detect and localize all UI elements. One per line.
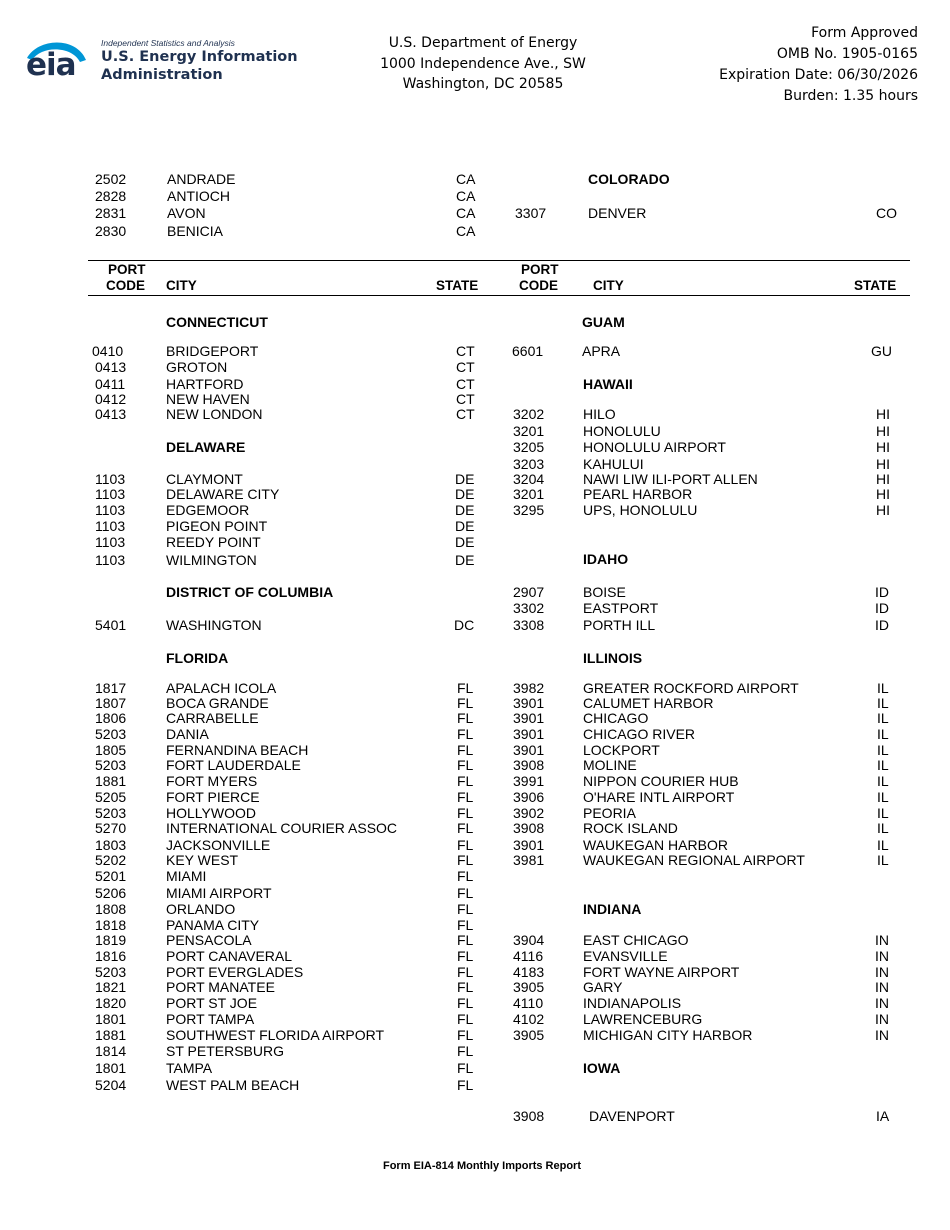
state: CT: [456, 406, 475, 422]
port-code: 5203: [95, 805, 127, 821]
city: PEORIA: [583, 805, 636, 821]
state: CA: [456, 171, 476, 187]
state: HI: [876, 502, 890, 518]
city: ROCK ISLAND: [583, 820, 678, 836]
city: BOISE: [583, 584, 626, 600]
state: DE: [455, 518, 475, 534]
state-heading-district-of-columbia: DISTRICT OF COLUMBIA: [166, 584, 334, 600]
port-code: 1801: [95, 1060, 127, 1076]
port-code: 6601: [512, 343, 544, 359]
city: WASHINGTON: [166, 617, 262, 633]
state: FL: [457, 726, 474, 742]
city: HARTFORD: [166, 376, 244, 392]
state: FL: [457, 1043, 474, 1059]
port-code: 1103: [95, 471, 126, 487]
state: FL: [457, 695, 474, 711]
state: IL: [877, 757, 889, 773]
port-code: 3203: [513, 456, 545, 472]
state: FL: [457, 789, 474, 805]
header-city: CITY: [593, 278, 624, 293]
city: ANTIOCH: [167, 188, 230, 204]
city: NEW HAVEN: [166, 391, 250, 407]
port-code: 3991: [513, 773, 545, 789]
city: FORT LAUDERDALE: [166, 757, 301, 773]
port-code: 3904: [513, 932, 545, 948]
header-top-rule: [88, 260, 910, 261]
port-code: 3302: [513, 600, 545, 616]
port-code: 5202: [95, 852, 127, 868]
state: IL: [877, 726, 889, 742]
state: FL: [457, 885, 474, 901]
port-code: 1817: [95, 680, 127, 696]
state: IL: [877, 710, 889, 726]
state: IN: [875, 1011, 889, 1027]
port-code: 1881: [95, 773, 127, 789]
city: FORT MYERS: [166, 773, 258, 789]
city: ST PETERSBURG: [166, 1043, 284, 1059]
port-code: 3308: [513, 617, 545, 633]
city: WAUKEGAN REGIONAL AIRPORT: [583, 852, 805, 868]
state: CT: [456, 391, 475, 407]
port-code: 2830: [95, 223, 127, 239]
state: FL: [457, 932, 474, 948]
port-code: 5203: [95, 964, 127, 980]
city: HONOLULU AIRPORT: [583, 439, 726, 455]
expiration-date: Expiration Date: 06/30/2026: [719, 67, 918, 83]
city: INTERNATIONAL COURIER ASSOC: [166, 820, 398, 836]
header-port: PORT: [108, 262, 146, 277]
city: MICHIGAN CITY HARBOR: [583, 1027, 753, 1043]
port-code: 1803: [95, 837, 127, 853]
state: FL: [457, 820, 474, 836]
eia-tagline: Independent Statistics and Analysis: [101, 38, 235, 48]
city: PORT ST JOE: [166, 995, 258, 1011]
port-code: 3204: [513, 471, 545, 487]
city: MIAMI AIRPORT: [166, 885, 272, 901]
city: PORT EVERGLADES: [166, 964, 304, 980]
header-port: PORT: [521, 262, 559, 277]
city: LOCKPORT: [583, 742, 660, 758]
state: HI: [876, 423, 890, 439]
state: CA: [456, 188, 476, 204]
city: DAVENPORT: [589, 1108, 675, 1124]
state: IN: [875, 964, 889, 980]
port-code: 0412: [95, 391, 127, 407]
state: CT: [456, 359, 475, 375]
city: WEST PALM BEACH: [166, 1077, 300, 1093]
city: GARY: [583, 979, 623, 995]
port-code: 3901: [513, 710, 545, 726]
state: FL: [457, 1060, 474, 1076]
state: IN: [875, 948, 889, 964]
city: PANAMA CITY: [166, 917, 260, 933]
city: APRA: [582, 343, 621, 359]
port-code: 3908: [513, 1108, 545, 1124]
city: AVON: [167, 205, 206, 221]
city: PORT CANAVERAL: [166, 948, 293, 964]
port-code: 1819: [95, 932, 127, 948]
state: DC: [454, 617, 475, 633]
state: IL: [877, 820, 889, 836]
city: HILO: [583, 406, 616, 422]
city: LAWRENCEBURG: [583, 1011, 703, 1027]
header-bottom-rule: [88, 295, 910, 296]
city: ANDRADE: [167, 171, 236, 187]
port-code: 2907: [513, 584, 545, 600]
port-code: 3901: [513, 742, 545, 758]
state: HI: [876, 471, 890, 487]
state: CT: [456, 376, 475, 392]
state-heading-indiana: INDIANA: [583, 901, 642, 917]
state-heading-iowa: IOWA: [583, 1060, 621, 1076]
state: ID: [875, 600, 889, 616]
port-code: 1818: [95, 917, 127, 933]
city: DELAWARE CITY: [166, 486, 280, 502]
port-code: 1805: [95, 742, 127, 758]
dept-line1: U.S. Department of Energy: [388, 35, 578, 51]
state: DE: [455, 534, 475, 550]
state: FL: [457, 742, 474, 758]
city: PORTH ILL: [583, 617, 656, 633]
state: IL: [877, 680, 889, 696]
port-code: 3908: [513, 757, 545, 773]
city: SOUTHWEST FLORIDA AIRPORT: [166, 1027, 385, 1043]
state: IL: [877, 695, 889, 711]
city: NAWI LIW ILI-PORT ALLEN: [583, 471, 758, 487]
port-code: 3202: [513, 406, 545, 422]
state-heading-florida: FLORIDA: [166, 650, 229, 666]
city: JACKSONVILLE: [166, 837, 271, 853]
port-code: 3905: [513, 979, 545, 995]
state-heading-guam: GUAM: [582, 314, 625, 330]
port-code: 3981: [513, 852, 545, 868]
port-code: 5204: [95, 1077, 127, 1093]
port-code: 1807: [95, 695, 127, 711]
port-code: 5206: [95, 885, 127, 901]
port-code: 2502: [95, 171, 127, 187]
port-code: 1801: [95, 1011, 127, 1027]
state: FL: [457, 995, 474, 1011]
port-code: 3982: [513, 680, 545, 696]
city: BENICIA: [167, 223, 224, 239]
state: IL: [877, 852, 889, 868]
port-code: 0413: [95, 406, 127, 422]
state: IL: [877, 805, 889, 821]
port-code: 3201: [513, 423, 545, 439]
port-code: 1808: [95, 901, 127, 917]
state: FL: [457, 979, 474, 995]
form-approved: Form Approved: [811, 25, 918, 41]
city: GROTON: [166, 359, 228, 375]
header-code: CODE: [519, 278, 559, 293]
port-code: 5270: [95, 820, 127, 836]
city: UPS, HONOLULU: [583, 502, 698, 518]
state-heading-delaware: DELAWARE: [166, 439, 246, 455]
port-code: 3295: [513, 502, 545, 518]
state: ID: [875, 617, 889, 633]
state: FL: [457, 868, 474, 884]
state: IL: [877, 742, 889, 758]
header-city: CITY: [166, 278, 197, 293]
city: WAUKEGAN HARBOR: [583, 837, 728, 853]
state: DE: [455, 486, 475, 502]
city: CLAYMONT: [166, 471, 243, 487]
city: ORLANDO: [166, 901, 236, 917]
city: HONOLULU: [583, 423, 661, 439]
port-code: 3901: [513, 726, 545, 742]
state-heading-colorado: COLORADO: [588, 171, 670, 187]
port-code: 3307: [515, 205, 547, 221]
port-code: 1821: [95, 979, 127, 995]
header-state: STATE: [436, 278, 479, 293]
city: INDIANAPOLIS: [583, 995, 682, 1011]
state: FL: [457, 901, 474, 917]
port-code: 5205: [95, 789, 127, 805]
state: FL: [457, 757, 474, 773]
city: MOLINE: [583, 757, 637, 773]
state: CA: [456, 205, 476, 221]
state: HI: [876, 486, 890, 502]
port-code: 5203: [95, 726, 127, 742]
city: DANIA: [166, 726, 209, 742]
eia-name-line2: Administration: [101, 67, 223, 83]
city: CARRABELLE: [166, 710, 259, 726]
city: HOLLYWOOD: [166, 805, 256, 821]
eia-logo-mark: eia: [26, 47, 76, 83]
dept-line2: 1000 Independence Ave., SW: [380, 56, 586, 72]
port-code: 0413: [95, 359, 127, 375]
city: APALACH ICOLA: [166, 680, 277, 696]
city: TAMPA: [166, 1060, 213, 1076]
state: FL: [457, 710, 474, 726]
port-code: 1103: [95, 552, 126, 568]
state: DE: [455, 552, 475, 568]
port-code: 1816: [95, 948, 127, 964]
state-heading-idaho: IDAHO: [583, 551, 629, 567]
city: EAST CHICAGO: [583, 932, 689, 948]
state: IA: [876, 1108, 890, 1124]
state: FL: [457, 948, 474, 964]
city: EASTPORT: [583, 600, 659, 616]
city: WILMINGTON: [166, 552, 257, 568]
state: IN: [875, 995, 889, 1011]
port-code: 3901: [513, 837, 545, 853]
state: HI: [876, 406, 890, 422]
port-code: 3908: [513, 820, 545, 836]
city: CHICAGO RIVER: [583, 726, 696, 742]
port-code: 0411: [95, 376, 126, 392]
port-code: 1814: [95, 1043, 127, 1059]
port-code: 1103: [95, 486, 126, 502]
state: HI: [876, 456, 890, 472]
city: EVANSVILLE: [583, 948, 668, 964]
state-heading-connecticut: CONNECTICUT: [166, 314, 268, 330]
state: FL: [457, 917, 474, 933]
port-code: 3901: [513, 695, 545, 711]
state: FL: [457, 680, 474, 696]
city: O'HARE INTL AIRPORT: [583, 789, 735, 805]
state: DE: [455, 502, 475, 518]
state: IL: [877, 789, 889, 805]
dept-line3: Washington, DC 20585: [402, 76, 564, 92]
header-code: CODE: [106, 278, 146, 293]
city: CALUMET HARBOR: [583, 695, 714, 711]
city: PIGEON POINT: [166, 518, 268, 534]
port-code: 3906: [513, 789, 545, 805]
state: IL: [877, 837, 889, 853]
port-code: 3205: [513, 439, 545, 455]
port-code: 2828: [95, 188, 127, 204]
state: DE: [455, 471, 475, 487]
city: MIAMI: [166, 868, 207, 884]
city: KEY WEST: [166, 852, 239, 868]
city: BRIDGEPORT: [166, 343, 259, 359]
port-code: 1820: [95, 995, 127, 1011]
state: IN: [875, 979, 889, 995]
state: FL: [457, 1027, 474, 1043]
state: HI: [876, 439, 890, 455]
city: GREATER ROCKFORD AIRPORT: [583, 680, 799, 696]
state: GU: [871, 343, 892, 359]
port-code: 5401: [95, 617, 127, 633]
state: FL: [457, 1077, 474, 1093]
city: BOCA GRANDE: [166, 695, 269, 711]
port-code: 0410: [92, 343, 124, 359]
state: FL: [457, 1011, 474, 1027]
city: FORT WAYNE AIRPORT: [583, 964, 740, 980]
port-code: 4183: [513, 964, 545, 980]
city: CHICAGO: [583, 710, 649, 726]
port-code: 3201: [513, 486, 545, 502]
state: CA: [456, 223, 476, 239]
port-code: 4102: [513, 1011, 545, 1027]
state: IN: [875, 932, 889, 948]
port-code: 1881: [95, 1027, 127, 1043]
port-code: 1103: [95, 518, 126, 534]
city: PORT TAMPA: [166, 1011, 255, 1027]
city: FERNANDINA BEACH: [166, 742, 309, 758]
city: FORT PIERCE: [166, 789, 260, 805]
state: ID: [875, 584, 889, 600]
state: IL: [877, 773, 889, 789]
city: NEW LONDON: [166, 406, 263, 422]
state-heading-hawaii: HAWAII: [583, 376, 633, 392]
state: CO: [876, 205, 897, 221]
city: PEARL HARBOR: [583, 486, 693, 502]
city: NIPPON COURIER HUB: [583, 773, 739, 789]
state: FL: [457, 805, 474, 821]
port-code: 5203: [95, 757, 127, 773]
state: IN: [875, 1027, 889, 1043]
city: REEDY POINT: [166, 534, 261, 550]
header-state: STATE: [854, 278, 897, 293]
port-code: 1103: [95, 502, 126, 518]
omb-number: OMB No. 1905-0165: [776, 46, 918, 62]
port-code: 5201: [95, 868, 127, 884]
port-code: 1103: [95, 534, 126, 550]
city: EDGEMOOR: [166, 502, 250, 518]
state: FL: [457, 964, 474, 980]
port-code: 2831: [95, 205, 127, 221]
state: FL: [457, 837, 474, 853]
city: DENVER: [588, 205, 647, 221]
port-code: 1806: [95, 710, 127, 726]
state: FL: [457, 773, 474, 789]
port-code: 3902: [513, 805, 545, 821]
state: CT: [456, 343, 475, 359]
footer-form-title: Form EIA-814 Monthly Imports Report: [382, 1160, 582, 1172]
state-heading-illinois: ILLINOIS: [583, 650, 643, 666]
city: KAHULUI: [583, 456, 644, 472]
port-code: 3905: [513, 1027, 545, 1043]
state: FL: [457, 852, 474, 868]
burden: Burden: 1.35 hours: [783, 88, 918, 104]
city: PORT MANATEE: [166, 979, 275, 995]
port-code: 4116: [513, 948, 544, 964]
eia-name-line1: U.S. Energy Information: [101, 49, 298, 65]
city: PENSACOLA: [166, 932, 252, 948]
port-code: 4110: [513, 995, 544, 1011]
